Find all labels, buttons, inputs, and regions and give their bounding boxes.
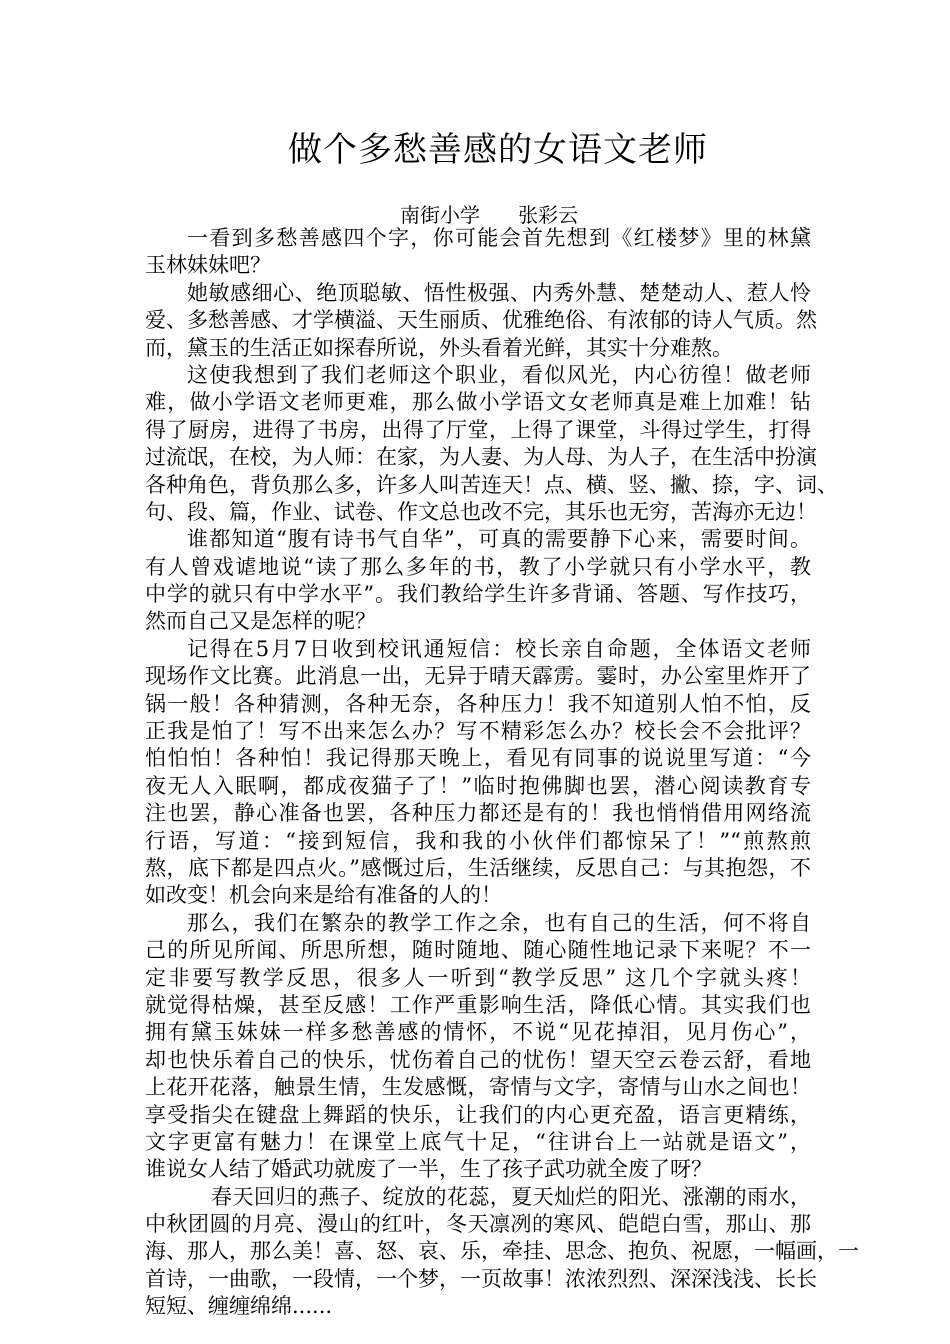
- paragraph: [145, 280, 817, 362]
- paragraph-line: 这使我想到了我们老师这个职业，看似风光，内心彷徨！做老师: [187, 362, 811, 387]
- paragraph-line: 却也快乐着自己的快乐，忧伤着自己的忧伤！望天空云卷云舒，看地: [145, 1047, 811, 1072]
- paragraph-line: 定非要写教学反思，很多人一听到“教学反思” 这几个字就头疼！: [145, 965, 811, 990]
- paragraph-line: 拥有黛玉妹妹一样多愁善感的情怀，不说“见花掉泪，见月伤心”，: [145, 1020, 811, 1045]
- paragraph-line: 那么，我们在繁杂的教学工作之余，也有自己的生活，何不将自: [187, 910, 811, 935]
- paragraph-line: 然而自己又是怎样的呢？: [145, 609, 376, 634]
- paragraph-line: 己的所见所闻、所思所想，随时随地、随心随性地记录下来呢？不一: [145, 938, 811, 963]
- paragraph-line: 上花开花落，触景生情，生发感慨，寄情与文字，寄情与山水之间也！: [145, 1075, 811, 1100]
- paragraph-line: 首诗，一曲歌，一段情，一个梦，一页故事！浓浓烈烈、深深浅浅、长长: [145, 1266, 817, 1291]
- paragraph-line: 春天回归的燕子、绽放的花蕊，夏天灿烂的阳光、涨潮的雨水，: [211, 1184, 811, 1209]
- paragraph-line: 锅一般！各种猜测，各种无奈，各种压力！我不知道别人怕不怕，反: [145, 691, 811, 716]
- paragraph-line: 有人曾戏谑地说“读了那么多年的书，教了小学就只有小学水平，教: [145, 554, 811, 579]
- paragraph-line: 而，黛玉的生活正如探春所说，外头看着光鲜，其实十分难熬。: [145, 335, 733, 360]
- paragraph-line: 谁说女人结了婚武功就废了一半，生了孩子武功就全废了呀？: [145, 1157, 712, 1182]
- paragraph-line: 谁都知道“腹有诗书气自华”，可真的需要静下心来，需要时间。: [187, 527, 811, 552]
- paragraph-line: 过流氓，在校，为人师：在家，为人妻、为人母、为人子，在生活中扮演: [145, 445, 817, 470]
- paragraph-line: 正我是怕了！写不出来怎么办？写不精彩怎么办？校长会不会批评？: [145, 719, 811, 744]
- paragraph-line: 得了厨房，进得了书房，出得了厅堂，上得了课堂，斗得过学生，打得: [145, 417, 811, 442]
- paragraph-line: 享受指尖在键盘上舞蹈的快乐，让我们的内心更充盈，语言更精练，: [145, 1102, 811, 1127]
- paragraph-line: 短短、缠缠绵绵......: [145, 1294, 333, 1319]
- author-byline: 南街小学 张彩云: [400, 203, 579, 227]
- paragraph: [145, 636, 811, 910]
- paragraph-line: 记得在5月7日收到校讯通短信：校长亲自命题，全体语文老师: [187, 636, 811, 661]
- paragraph: [145, 362, 838, 526]
- paragraph-line: 熬，底下都是四点火。”感慨过后，生活继续，反思自己：与其抱怨，不: [145, 855, 811, 880]
- paragraph: [145, 526, 811, 636]
- paragraph: [145, 225, 811, 280]
- paragraph-line: 一看到多愁善感四个字，你可能会首先想到《红楼梦》里的林黛: [187, 226, 811, 250]
- paragraph-line: 句、段、篇，作业、试卷、作文总也改不完，其乐也无穷，苦海亦无边！: [145, 499, 817, 524]
- paragraph-line: 中学的就只有中学水平”。我们教给学生许多背诵、答题、写作技巧，: [145, 582, 811, 607]
- paragraph-line: 注也罢，静心准备也罢，各种压力都还是有的！我也悄悄借用网络流: [145, 801, 811, 826]
- paragraph-line: 中秋团圆的月亮、漫山的红叶，冬天凛冽的寒风、皑皑白雪，那山、那: [145, 1212, 811, 1237]
- paragraph-line: 难，做小学语文老师更难，那么做小学语文女老师真是难上加难！钻: [145, 390, 811, 415]
- paragraph-line: 怕怕怕！各种怕！我记得那天晚上，看见有同事的说说里写道：“今: [145, 746, 811, 771]
- paragraph-line: 就觉得枯燥，甚至反感！工作严重影响生活，降低心情。其实我们也: [145, 992, 811, 1017]
- paragraph-line: 行语，写道：“接到短信，我和我的小伙伴们都惊呆了！”“煎熬煎: [145, 828, 811, 853]
- paragraph-line: 如改变！机会向来是给有准备的人的！: [145, 883, 502, 908]
- paragraph-line: 爱、多愁善感、才学横溢、天生丽质、优雅绝俗、有浓郁的诗人气质。然: [145, 308, 817, 333]
- paragraph-line: 玉林妹妹吧？: [145, 253, 271, 278]
- paragraph-line: 现场作文比赛。此消息一出，无异于晴天霹雳。霎时，办公室里炸开了: [145, 664, 811, 689]
- document-title: 做个多愁善感的女语文老师: [288, 130, 708, 170]
- document-body: [145, 225, 859, 1321]
- paragraph-line: 文字更富有魅力！在课堂上底气十足，“往讲台上一站就是语文”，: [145, 1129, 811, 1154]
- paragraph: [145, 1184, 859, 1321]
- paragraph-line: 她敏感细心、绝顶聪敏、悟性极强、内秀外慧、楚楚动人、惹人怜: [187, 280, 811, 305]
- paragraph-line: 各种角色，背负那么多，许多人叫苦连天！点、横、竖、撇、捺，字、词、: [145, 472, 838, 497]
- paragraph-line: 海、那人，那么美！喜、怒、哀、乐，牵挂、思念、抱负、祝愿，一幅画，一: [145, 1239, 859, 1264]
- paragraph: [145, 910, 811, 1184]
- paragraph-line: 夜无人入眠啊，都成夜猫子了！”临时抱佛脚也罢，潜心阅读教育专: [145, 773, 811, 798]
